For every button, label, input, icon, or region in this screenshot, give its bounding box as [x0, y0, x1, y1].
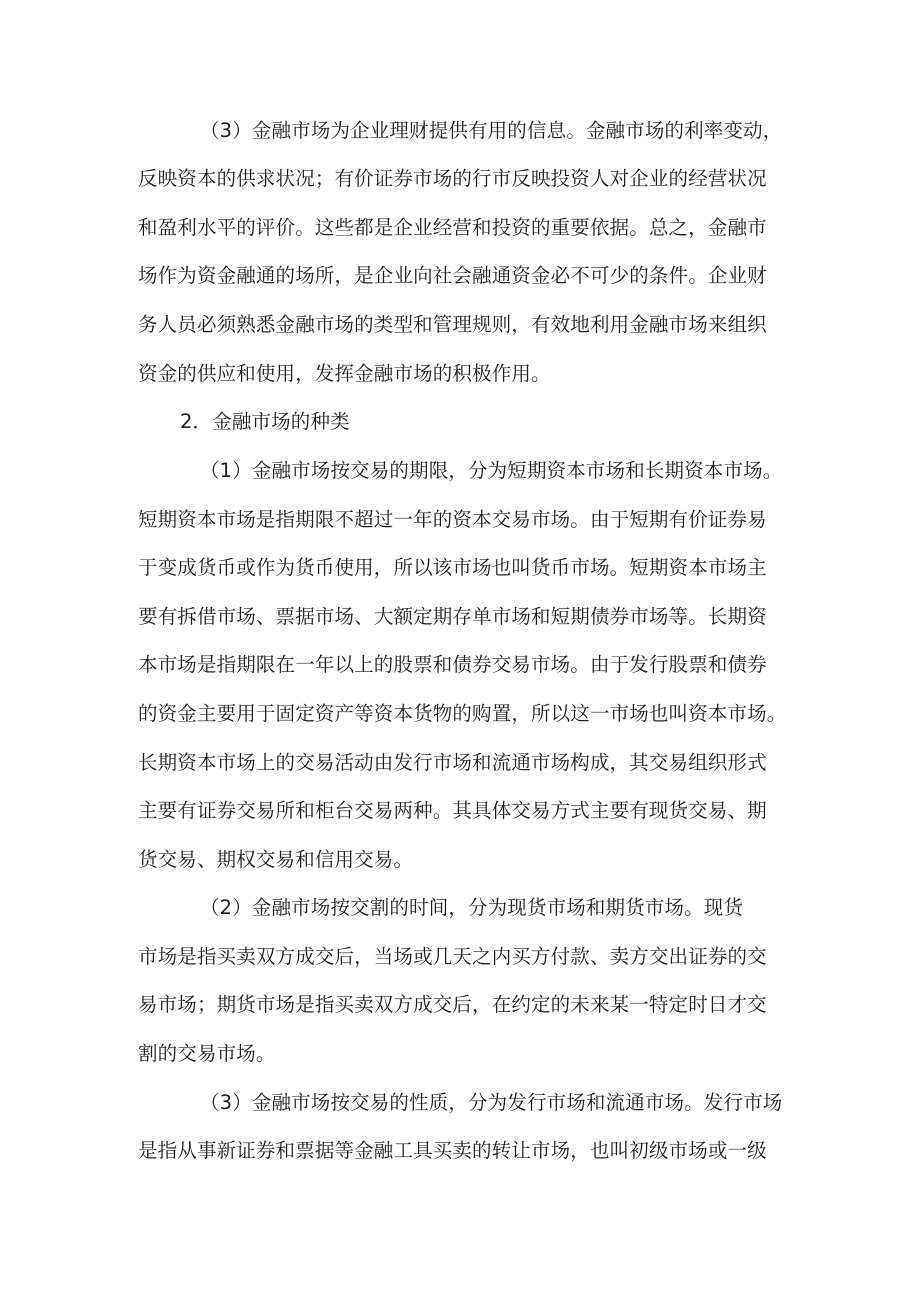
paragraph-2-line-5: 本市场是指期限在一年以上的股票和债券交易市场。由于发行股票和债券	[138, 653, 767, 676]
paragraph-1-line-4: 场作为资金融通的场所，是企业向社会融通资金必不可少的条件。企业财	[138, 264, 767, 287]
paragraph-1-line-5: 务人员必须熟悉金融市场的类型和管理规则，有效地利用金融市场来组织	[138, 313, 767, 336]
paragraph-2-line-7: 长期资本市场上的交易活动由发行市场和流通市场构成，其交易组织形式	[138, 751, 767, 774]
section-heading: 2．金融市场的种类	[180, 410, 350, 433]
paragraph-3-line-1: （2）金融市场按交割的时间，分为现货市场和期货市场。现货	[200, 896, 744, 919]
paragraph-3-line-2: 市场是指买卖双方成交后，当场或几天之内买方付款、卖方交出证券的交	[138, 945, 767, 968]
paragraph-4-line-2: 是指从事新证券和票据等金融工具买卖的转让市场，也叫初级市场或一级	[138, 1139, 767, 1162]
paragraph-3-line-4: 割的交易市场。	[138, 1042, 276, 1065]
paragraph-2-line-8: 主要有证券交易所和柜台交易两种。其具体交易方式主要有现货交易、期	[138, 799, 767, 822]
paragraph-4-line-1: （3）金融市场按交易的性质，分为发行市场和流通市场。发行市场	[200, 1091, 783, 1114]
paragraph-1-line-2: 反映资本的供求状况；有价证券市场的行市反映投资人对企业的经营状况	[138, 167, 767, 190]
paragraph-3-line-3: 易市场；期货市场是指买卖双方成交后，在约定的未来某一特定时日才交	[138, 993, 767, 1016]
paragraph-2-line-4: 要有拆借市场、票据市场、大额定期存单市场和短期债券市场等。长期资	[138, 605, 767, 628]
paragraph-1-line-3: 和盈利水平的评价。这些都是企业经营和投资的重要依据。总之，金融市	[138, 216, 767, 239]
paragraph-2-line-9: 货交易、期权交易和信用交易。	[138, 848, 414, 871]
paragraph-1-line-1: （3）金融市场为企业理财提供有用的信息。金融市场的利率变动，	[200, 119, 783, 142]
paragraph-2-line-1: （1）金融市场按交易的期限，分为短期资本市场和长期资本市场。	[200, 459, 783, 482]
paragraph-2-line-6: 的资金主要用于固定资产等资本货物的购置，所以这一市场也叫资本市场。	[138, 702, 787, 725]
paragraph-2-line-3: 于变成货币或作为货币使用，所以该市场也叫货币市场。短期资本市场主	[138, 556, 767, 579]
paragraph-1-line-6: 资金的供应和使用，发挥金融市场的积极作用。	[138, 362, 551, 385]
paragraph-2-line-2: 短期资本市场是指期限不超过一年的资本交易市场。由于短期有价证券易	[138, 508, 767, 531]
